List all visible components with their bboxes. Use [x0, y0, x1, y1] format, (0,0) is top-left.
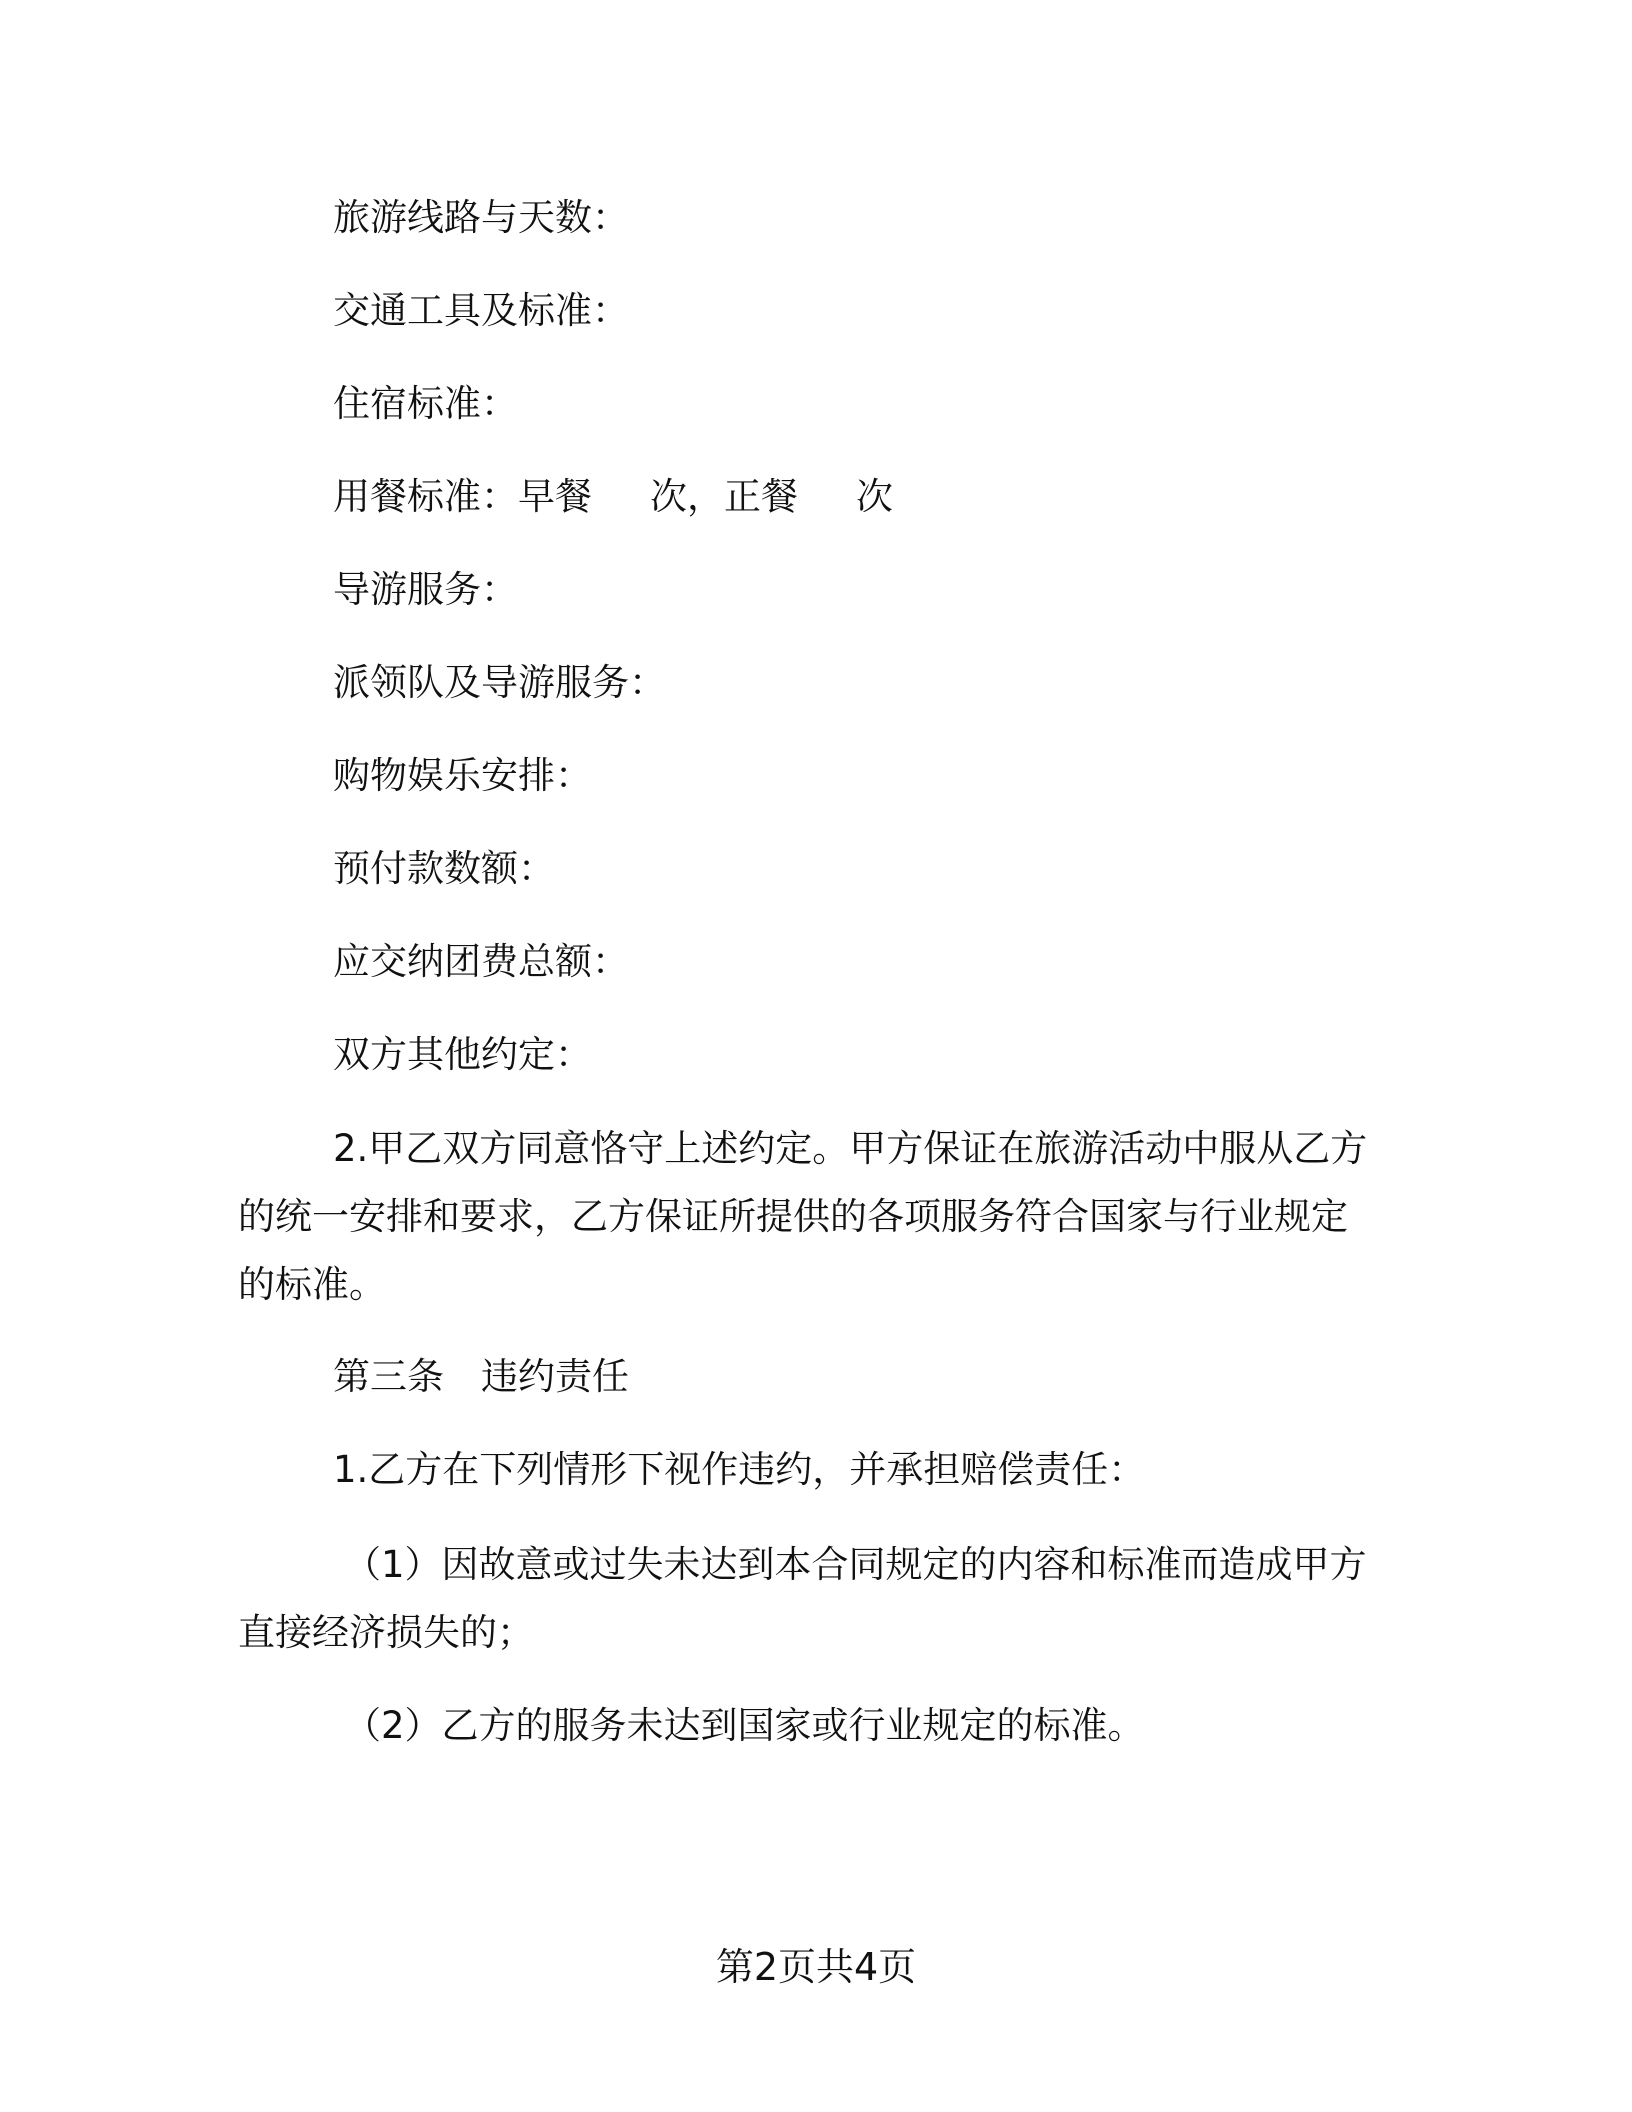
article-3-number: 第三条	[333, 1355, 444, 1398]
field-lodging: 住宿标准：	[333, 382, 518, 425]
clause-2-line-1: 2.甲乙双方同意恪守上述约定。甲方保证在旅游活动中服从乙方	[333, 1127, 1368, 1170]
field-prepayment: 预付款数额：	[333, 847, 555, 890]
breach-item-1-line-1: （1）因故意或过失未达到本合同规定的内容和标准而造成甲方	[344, 1543, 1367, 1586]
breach-intro: 1.乙方在下列情形下视作违约，并承担赔偿责任：	[333, 1448, 1146, 1491]
field-leader-guide: 派领队及导游服务：	[333, 661, 666, 704]
article-3-heading	[333, 1357, 629, 1397]
clause-2-line-2: 的统一安排和要求，乙方保证所提供的各项服务符合国家与行业规定	[238, 1195, 1348, 1238]
page-number: 第2页共4页	[715, 1945, 917, 1989]
field-meals	[333, 477, 893, 517]
field-transport: 交通工具及标准：	[333, 289, 629, 332]
meals-times-1: 次，	[650, 475, 724, 518]
field-route-days: 旅游线路与天数：	[333, 196, 629, 239]
article-3-title: 违约责任	[481, 1355, 629, 1398]
clause-2-line-3: 的标准。	[238, 1263, 386, 1306]
field-shopping: 购物娱乐安排：	[333, 754, 592, 797]
meals-dinner: 正餐	[724, 475, 798, 518]
field-other-terms: 双方其他约定：	[333, 1033, 592, 1076]
field-total-fee: 应交纳团费总额：	[333, 940, 629, 983]
breach-item-2: （2）乙方的服务未达到国家或行业规定的标准。	[344, 1704, 1145, 1747]
meals-breakfast: 早餐	[518, 475, 592, 518]
meals-times-2: 次	[856, 475, 893, 518]
field-guide-service: 导游服务：	[333, 568, 518, 611]
breach-item-1-line-2: 直接经济损失的；	[238, 1611, 534, 1654]
meals-label: 用餐标准：	[333, 475, 518, 518]
